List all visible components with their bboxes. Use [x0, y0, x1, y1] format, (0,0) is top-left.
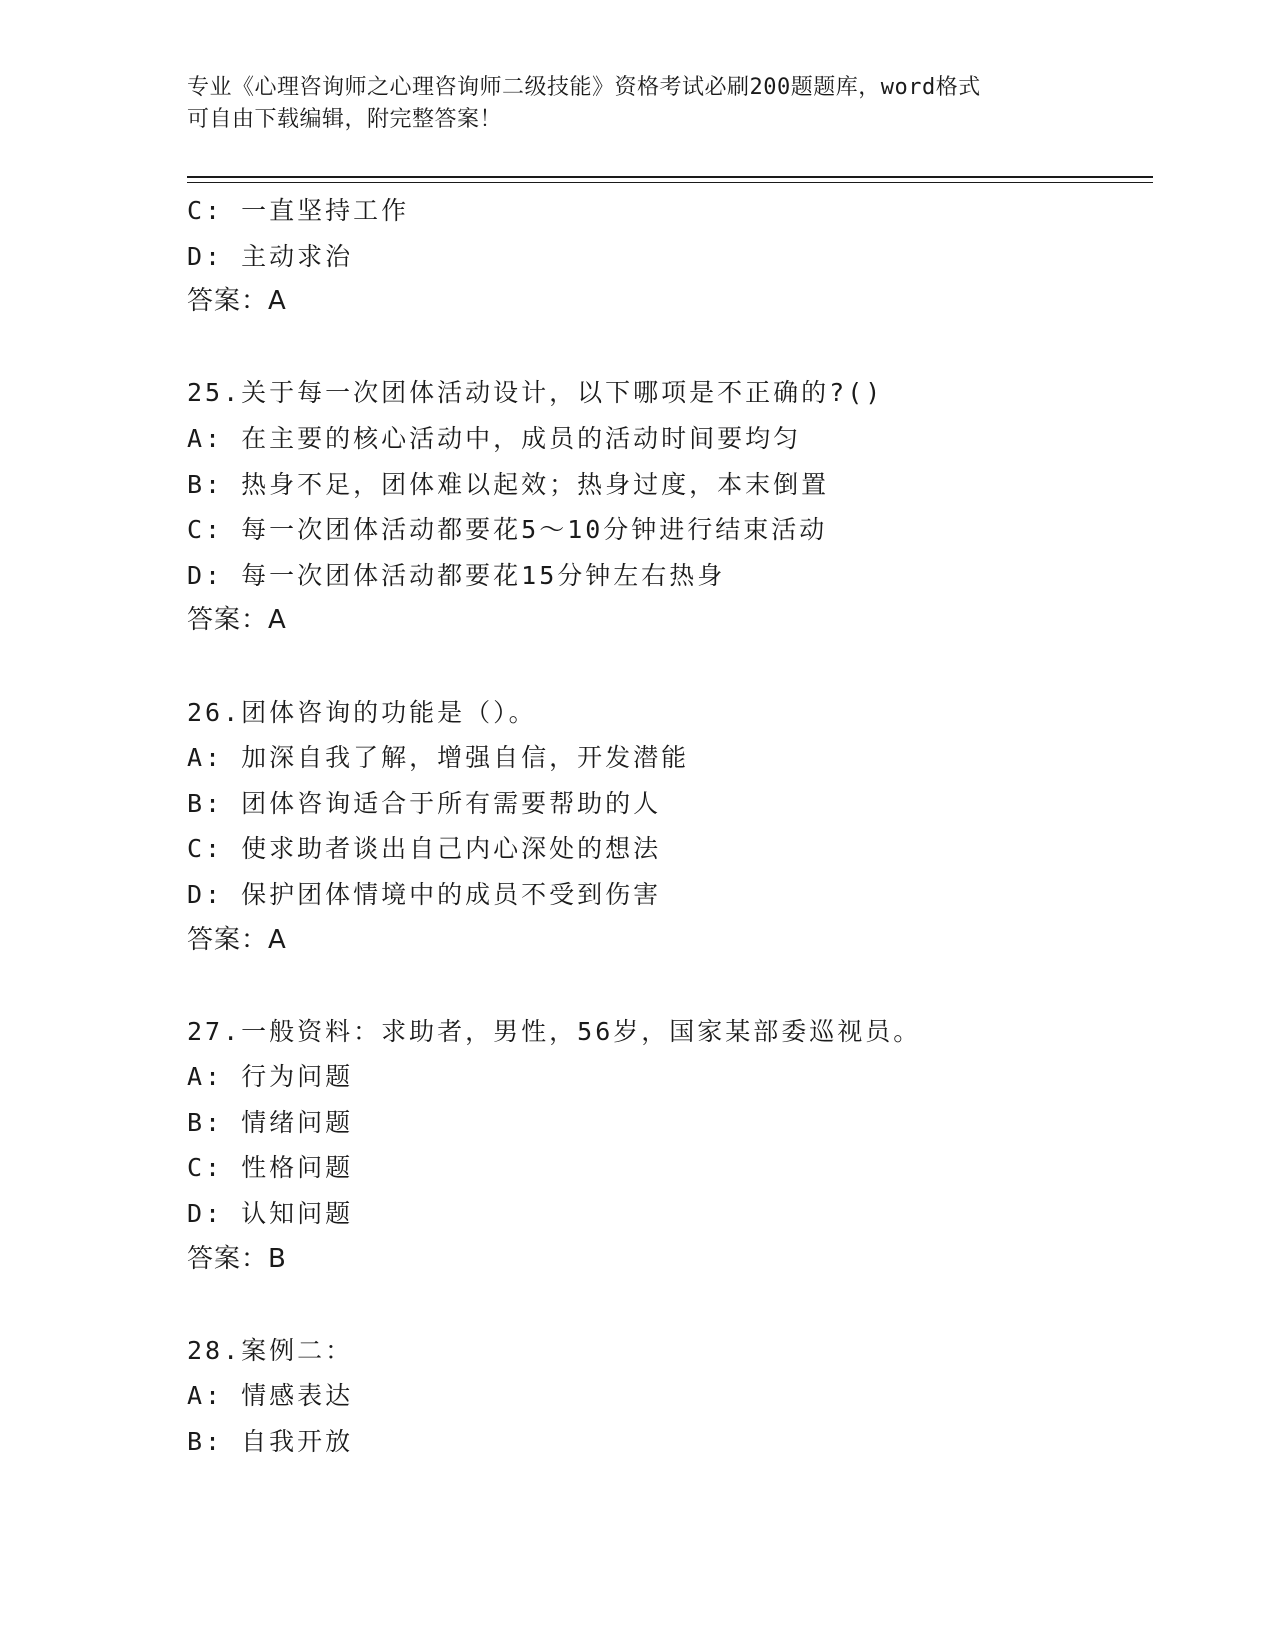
option-c: C: 使求助者谈出自己内心深处的想法	[187, 834, 662, 864]
option-d: D: 保护团体情境中的成员不受到伤害	[187, 879, 662, 909]
spacer	[187, 1282, 1147, 1328]
previous-question-tail	[187, 188, 1147, 325]
spacer	[187, 644, 1147, 690]
question-27	[187, 1009, 1147, 1283]
header-rule-thick	[187, 176, 1153, 178]
header-line-1: 专业《心理咨询师之心理咨询师二级技能》资格考试必刷200题题库，word格式	[187, 75, 981, 100]
question-stem: 25.关于每一次团体活动设计，以下哪项是不正确的?()	[187, 378, 884, 408]
question-25	[187, 370, 1147, 644]
option-d: D: 主动求治	[187, 241, 354, 271]
option-b: B: 热身不足，团体难以起效；热身过度，本末倒置	[187, 469, 830, 499]
answer-line: 答案：A	[187, 286, 287, 317]
option-c: C: 每一次团体活动都要花5～10分钟进行结束活动	[187, 515, 828, 545]
option-b: B: 团体咨询适合于所有需要帮助的人	[187, 788, 662, 818]
question-28	[187, 1328, 1147, 1465]
option-a: A: 情感表达	[187, 1381, 354, 1411]
document-header	[187, 72, 1087, 136]
question-stem: 26.团体咨询的功能是（）。	[187, 697, 537, 727]
answer-line: 答案：A	[187, 924, 287, 955]
option-d: D: 每一次团体活动都要花15分钟左右热身	[187, 560, 726, 590]
answer-line: 答案：B	[187, 1243, 287, 1274]
option-a: A: 行为问题	[187, 1062, 354, 1092]
spacer	[187, 963, 1147, 1009]
option-b: B: 情绪问题	[187, 1107, 354, 1137]
option-d: D: 认知问题	[187, 1199, 354, 1229]
option-a: A: 在主要的核心活动中，成员的活动时间要均匀	[187, 423, 802, 453]
question-list	[187, 188, 1147, 1465]
question-stem: 27.一般资料：求助者，男性，56岁，国家某部委巡视员。	[187, 1016, 922, 1046]
option-b: B: 自我开放	[187, 1427, 354, 1457]
spacer	[187, 325, 1147, 371]
option-c: C: 一直坚持工作	[187, 196, 410, 225]
question-stem: 28.案例二：	[187, 1335, 354, 1365]
option-c: C: 性格问题	[187, 1153, 354, 1183]
option-a: A: 加深自我了解，增强自信，开发潜能	[187, 743, 690, 773]
question-26	[187, 690, 1147, 964]
answer-line: 答案：A	[187, 605, 287, 636]
header-rule-thin	[187, 182, 1153, 183]
header-line-2: 可自由下载编辑，附完整答案！	[187, 107, 503, 132]
